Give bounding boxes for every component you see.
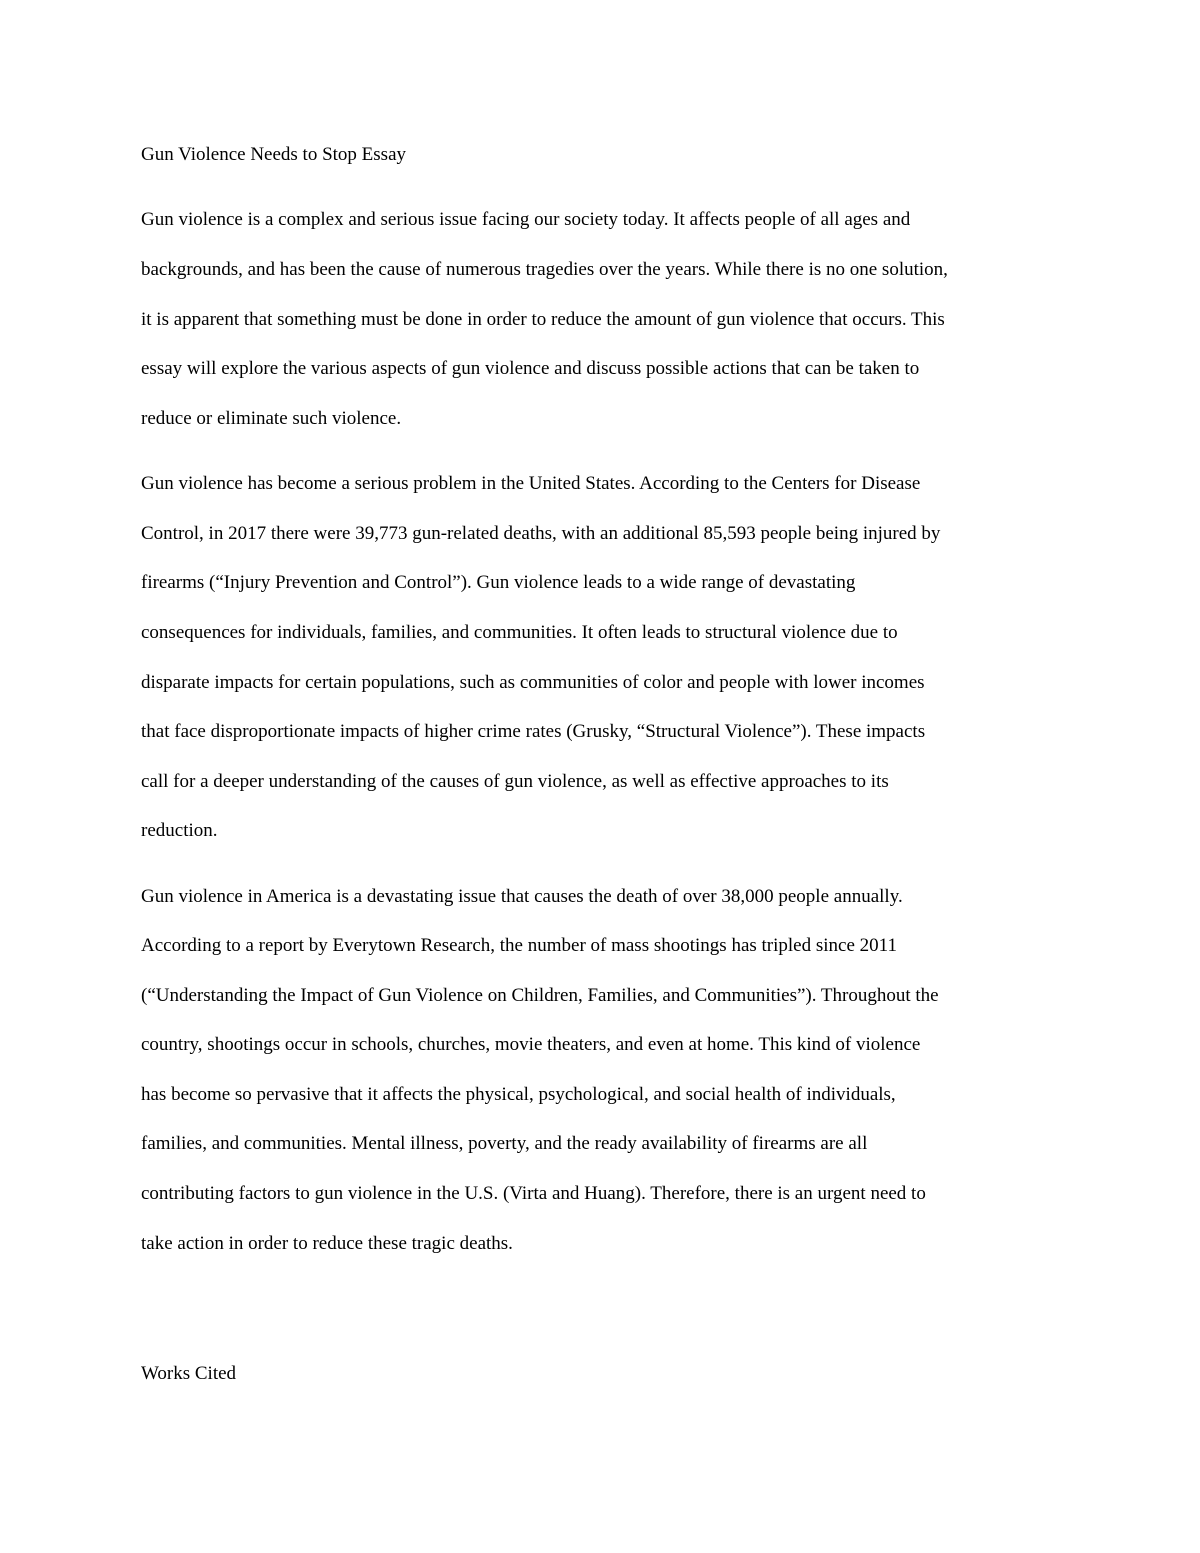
paragraph-line: take action in order to reduce these tragic deaths.: [141, 1233, 513, 1254]
paragraph-line: backgrounds, and has been the cause of numerous tragedies over the years. While there is no one solution,: [141, 259, 948, 280]
paragraph-line: Gun violence in America is a devastating issue that causes the death of over 38,000 people annually.: [141, 886, 903, 907]
essay-title: Gun Violence Needs to Stop Essay: [141, 144, 406, 165]
paragraph-line: Control, in 2017 there were 39,773 gun-related deaths, with an additional 85,593 people being injured by: [141, 523, 941, 544]
paragraph-line: consequences for individuals, families, and communities. It often leads to structural violence due to: [141, 622, 898, 643]
paragraph-line: essay will explore the various aspects of gun violence and discuss possible actions that can be taken to: [141, 358, 920, 379]
paragraph-line: disparate impacts for certain populations, such as communities of color and people with lower incomes: [141, 672, 925, 693]
paragraph-line: families, and communities. Mental illness, poverty, and the ready availability of firearms are all: [141, 1133, 868, 1154]
paragraph-line: reduction.: [141, 820, 218, 841]
paragraph-line: According to a report by Everytown Research, the number of mass shootings has tripled since 2011: [141, 935, 897, 956]
paragraph-line: that face disproportionate impacts of higher crime rates (Grusky, “Structural Violence”). These impacts: [141, 721, 926, 742]
paragraph-line: Gun violence is a complex and serious issue facing our society today. It affects people of all ages and: [141, 209, 911, 230]
paragraph-line: contributing factors to gun violence in the U.S. (Virta and Huang). Therefore, there is an urgent need to: [141, 1183, 926, 1204]
paragraph-line: it is apparent that something must be done in order to reduce the amount of gun violence that occurs. This: [141, 309, 945, 330]
works-cited-heading: Works Cited: [141, 1363, 237, 1384]
paragraph-line: call for a deeper understanding of the causes of gun violence, as well as effective approaches to its: [141, 771, 889, 792]
paragraph-line: Gun violence has become a serious problem in the United States. According to the Centers for Disease: [141, 473, 921, 494]
paragraph-line: firearms (“Injury Prevention and Control”). Gun violence leads to a wide range of devastating: [141, 572, 856, 593]
paragraph-line: (“Understanding the Impact of Gun Violence on Children, Families, and Communities”). Throughout the: [141, 985, 939, 1006]
paragraph-line: reduce or eliminate such violence.: [141, 408, 402, 429]
paragraph-line: has become so pervasive that it affects the physical, psychological, and social health of individuals,: [141, 1084, 896, 1105]
paragraph-line: country, shootings occur in schools, churches, movie theaters, and even at home. This kind of violence: [141, 1034, 921, 1055]
